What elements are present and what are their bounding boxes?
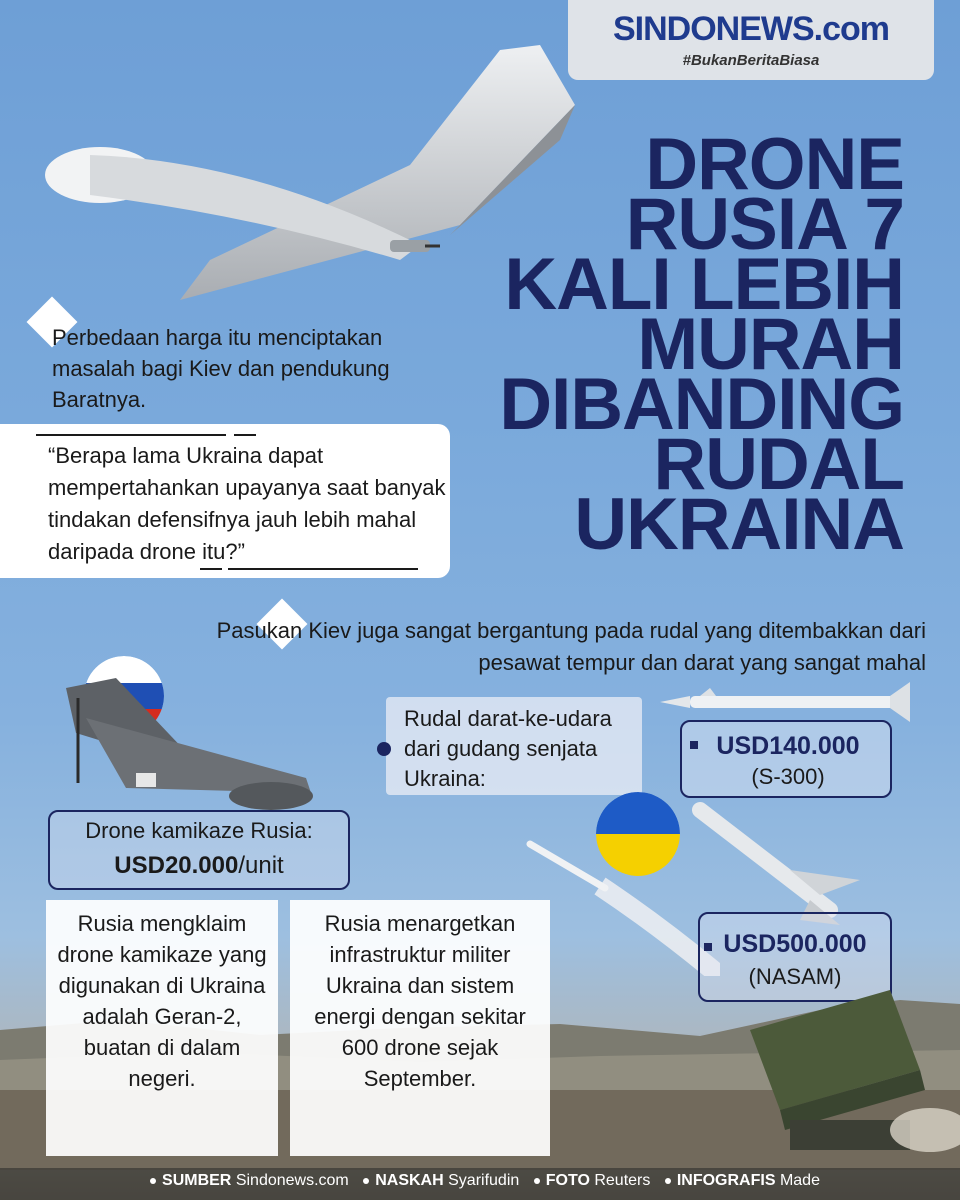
quote-rule-bottom-short bbox=[200, 568, 222, 570]
footer-dot-icon bbox=[534, 1178, 540, 1184]
quote-rule-top-short bbox=[234, 434, 256, 436]
footer-credits bbox=[0, 1172, 960, 1190]
headline-line: DIBANDING bbox=[499, 364, 904, 445]
s300-price: USD140.000 bbox=[716, 732, 860, 760]
footer-value: Made bbox=[779, 1172, 820, 1189]
headline-line: RUSIA 7 bbox=[625, 184, 904, 265]
footer-value: Sindonews.com bbox=[235, 1172, 349, 1189]
headline-line: UKRAINA bbox=[574, 484, 904, 565]
headline-line: KALI LEBIH bbox=[504, 244, 904, 325]
footer-label: SUMBER bbox=[162, 1172, 232, 1189]
headline-line: MURAH bbox=[637, 304, 904, 385]
kamikaze-price-value: USD20.000 bbox=[114, 852, 239, 879]
bullet-dot-icon bbox=[377, 742, 391, 756]
footer-dot-icon bbox=[665, 1178, 671, 1184]
footer-label: FOTO bbox=[545, 1172, 590, 1189]
nasams-launcher-icon bbox=[730, 990, 960, 1160]
kamikaze-price bbox=[48, 852, 350, 880]
footer-label: INFOGRAFIS bbox=[676, 1172, 776, 1189]
brand-tagline: #BukanBeritaBiasa bbox=[682, 52, 820, 69]
footer-value: Reuters bbox=[594, 1172, 651, 1189]
nasam-name: (NASAM) bbox=[748, 964, 842, 989]
footer-dot-icon bbox=[150, 1178, 156, 1184]
info-text-geran: Rusia mengklaim drone kamikaze yang digunakan di Ukraina adalah Geran-2, buatan di dalam negeri. bbox=[57, 911, 267, 1091]
paragraph-kiev-missiles: Pasukan Kiev juga sangat bergantung pada rudal yang ditembakkan dari pesawat tempur dan darat yang sangat mahal bbox=[216, 618, 926, 675]
missile-s300-icon bbox=[660, 682, 920, 722]
drone-photo-icon bbox=[56, 678, 316, 818]
paragraph-price-difference: Perbedaan harga itu menciptakan masalah bagi Kiev dan pendukung Baratnya. bbox=[52, 325, 390, 412]
footer-dot-icon bbox=[363, 1178, 369, 1184]
quote-rule-bottom bbox=[228, 568, 418, 570]
nasam-price: USD500.000 bbox=[723, 930, 867, 958]
footer-value: Syarifudin bbox=[448, 1172, 520, 1189]
brand-box bbox=[568, 0, 934, 80]
sam-label: Rudal darat-ke-udara dari gudang senjata Ukraina: bbox=[404, 706, 612, 791]
brand-logo: SINDONEWS.com bbox=[612, 10, 890, 48]
missile-launch-icon bbox=[520, 836, 720, 976]
footer-label: NASKAH bbox=[375, 1172, 444, 1189]
headline-line: RUDAL bbox=[653, 424, 904, 505]
info-text-targets: Rusia menargetkan infrastruktur militer Ukraina dan sistem energi dengan sekitar 600 drone sejak September. bbox=[314, 911, 526, 1091]
headline bbox=[444, 124, 904, 565]
headline-line: DRONE bbox=[645, 124, 904, 205]
kamikaze-price-unit: /unit bbox=[238, 852, 284, 879]
s300-name: (S-300) bbox=[751, 764, 825, 789]
quote-rule-top bbox=[36, 434, 226, 436]
quote-text: “Berapa lama Ukraina dapat mempertahankan upayanya saat banyak tindakan defensifnya jauh lebih mahal daripada drone itu?” bbox=[48, 443, 446, 564]
kamikaze-label: Drone kamikaze Rusia: bbox=[85, 818, 313, 843]
